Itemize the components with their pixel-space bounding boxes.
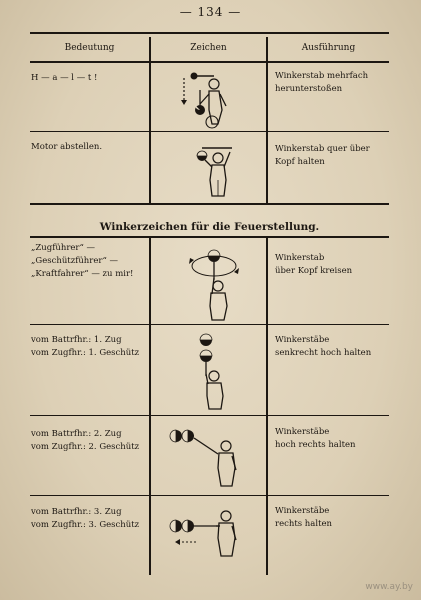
table1-row-rule — [30, 131, 389, 132]
row-first-execution — [275, 334, 387, 360]
table1-col-divider-1 — [149, 37, 151, 203]
header-meaning: Bedeutung — [64, 43, 115, 53]
execution-line: Winkerstab — [275, 253, 325, 263]
signal-vertical-figure — [194, 330, 234, 410]
meaning-line: vom Zugfhr.: 1. Geschütz — [31, 348, 140, 358]
table1-bottom-rule — [30, 203, 389, 205]
watermark: www.ay.by — [365, 582, 413, 592]
execution-line: rechts halten — [275, 519, 332, 529]
execution-line: hoch rechts halten — [275, 440, 356, 450]
execution-line: Winkerstab mehrfach — [275, 71, 369, 81]
meaning-line: „Geschützführer“ — — [31, 256, 118, 266]
meaning-line: vom Zugfhr.: 2. Geschütz — [31, 442, 140, 452]
table2-row-rule — [30, 415, 389, 416]
table2-row-rule — [30, 495, 389, 496]
section-title: Winkerzeichen für die Feuerstellung. — [99, 221, 320, 233]
execution-line: Winkerstäbe — [275, 427, 330, 437]
signal-circle-figure — [184, 244, 244, 322]
execution-line: herunterstoßen — [275, 84, 343, 94]
signal-high-right-figure — [168, 424, 248, 490]
row-second-execution — [275, 426, 387, 452]
signal-halt-figure — [176, 64, 236, 130]
row-second-meaning — [31, 428, 147, 454]
table2-col-divider-2 — [266, 238, 268, 575]
meaning-line: „Kraftfahrer“ — zu mir! — [31, 269, 134, 279]
meaning-line: Motor abstellen. — [31, 142, 103, 152]
header-execution: Ausführung — [301, 43, 356, 53]
row-motor-execution — [275, 143, 387, 169]
table1-header-rule — [30, 61, 389, 63]
signal-right-figure — [166, 504, 246, 574]
row-halt-meaning — [31, 72, 147, 85]
execution-line: senkrecht hoch halten — [275, 348, 372, 358]
header-sign: Zeichen — [190, 43, 227, 53]
signal-motor-off-figure — [190, 138, 240, 200]
table2-top-rule — [30, 236, 389, 238]
table1-col-divider-2 — [266, 37, 268, 203]
row-motor-meaning — [31, 141, 147, 154]
execution-line: über Kopf kreisen — [275, 266, 353, 276]
meaning-line: „Zugführer“ — — [31, 243, 96, 253]
page-number: — 134 — — [179, 5, 242, 19]
row-halt-execution — [275, 70, 387, 96]
execution-line: Winkerstäbe — [275, 506, 330, 516]
meaning-line: vom Battrfhr.: 3. Zug — [31, 507, 122, 517]
table2-row-rule — [30, 324, 389, 325]
execution-line: Winkerstab quer über — [275, 144, 370, 154]
table1-top-rule — [30, 32, 389, 34]
meaning-line: vom Battrfhr.: 1. Zug — [31, 335, 122, 345]
meaning-line: vom Zugfhr.: 3. Geschütz — [31, 520, 140, 530]
row-first-meaning — [31, 334, 147, 360]
row-third-execution — [275, 505, 387, 531]
row-third-meaning — [31, 506, 147, 532]
execution-line: Kopf halten — [275, 157, 325, 167]
row-comeback-execution — [275, 252, 387, 278]
execution-line: Winkerstäbe — [275, 335, 330, 345]
table2-col-divider-1 — [149, 238, 151, 575]
meaning-line: vom Battrfhr.: 2. Zug — [31, 429, 122, 439]
meaning-line: H — a — l — t ! — [31, 73, 98, 83]
row-comeback-meaning — [31, 242, 147, 281]
